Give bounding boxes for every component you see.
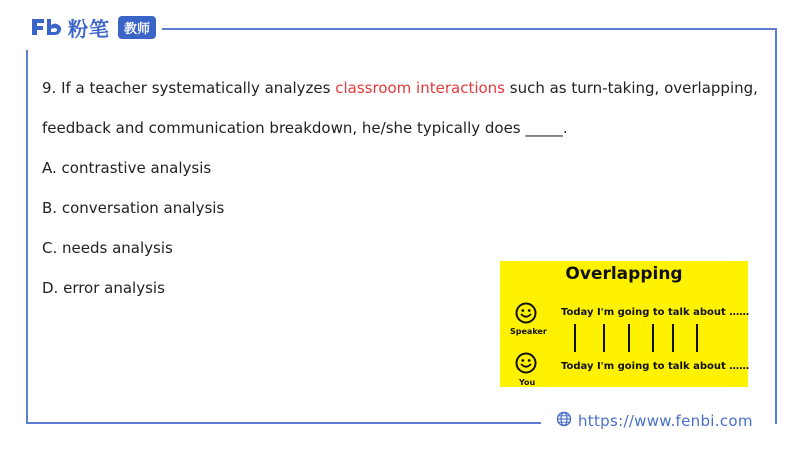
overlap-tick: [574, 324, 576, 352]
overlap-tick: [603, 324, 605, 352]
brand-logo: [30, 14, 156, 40]
frame-bottom-line: [26, 422, 541, 424]
url-text[interactable]: https://www.fenbi.com: [578, 412, 753, 430]
speaker-label: Speaker: [510, 327, 547, 336]
logo-badge: 教师: [118, 16, 156, 39]
overlap-tick: [696, 324, 698, 352]
frame-top-line: [162, 28, 777, 30]
question-highlight: classroom interactions: [335, 79, 505, 97]
frame-right-line: [775, 28, 777, 424]
overlap-tick: [672, 324, 674, 352]
option-c: C. needs analysis: [42, 239, 173, 257]
overlap-tick: [628, 324, 630, 352]
fb-logo-icon: [30, 17, 64, 37]
you-label: You: [519, 378, 536, 387]
option-a: A. contrastive analysis: [42, 159, 212, 177]
you-smiley-icon: [515, 352, 537, 378]
overlap-tick: [652, 324, 654, 352]
footer-url[interactable]: [556, 411, 753, 431]
overlapping-illustration: [500, 261, 748, 387]
option-b: B. conversation analysis: [42, 199, 225, 217]
frame-left-line: [26, 50, 28, 424]
speaker-smiley-icon: [515, 302, 537, 328]
you-utterance: Today I'm going to talk about ……: [561, 361, 750, 372]
question-line-1: [42, 79, 758, 97]
globe-icon: [556, 411, 572, 431]
logo-name: 粉笔: [68, 16, 110, 41]
question-suffix: such as turn-taking, overlapping,: [505, 79, 758, 97]
question-line-2: feedback and communication breakdown, he/she typically does _____.: [42, 119, 568, 137]
question-prefix: 9. If a teacher systematically analyzes: [42, 79, 336, 97]
illustration-title: Overlapping: [565, 264, 683, 284]
option-d: D. error analysis: [42, 279, 165, 297]
speaker-utterance: Today I'm going to talk about ……: [561, 307, 750, 318]
